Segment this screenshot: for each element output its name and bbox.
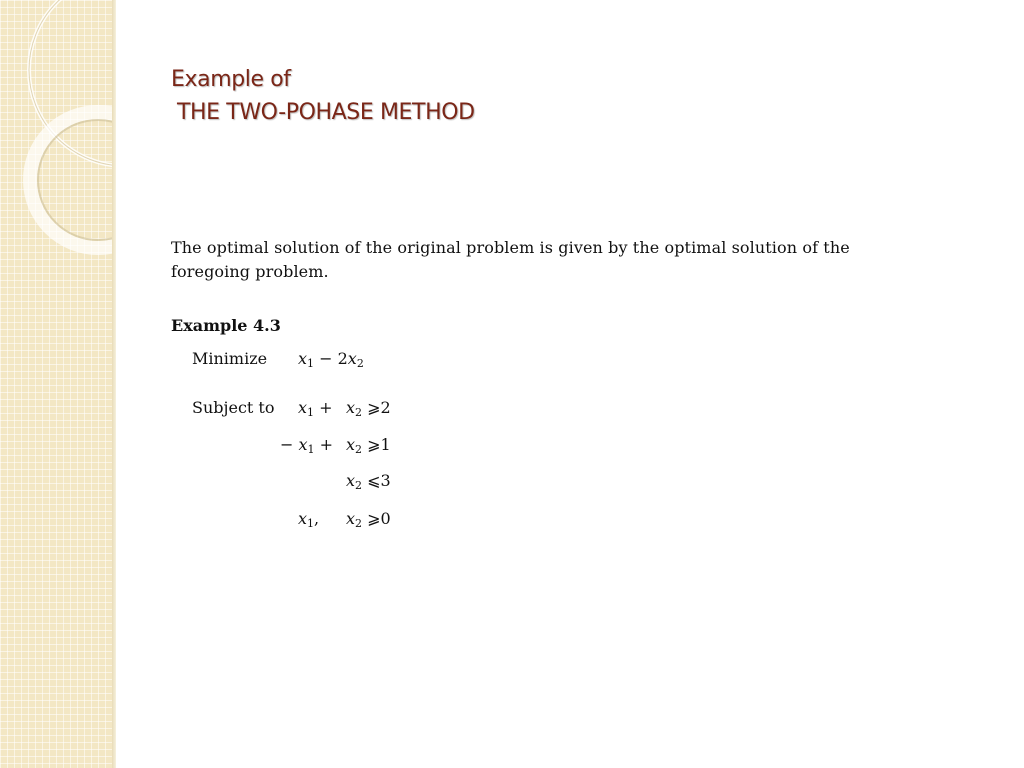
sidebar-edge <box>112 0 116 768</box>
var-x2: x <box>346 509 356 528</box>
objective-expression <box>298 349 364 370</box>
objective-label: Minimize <box>192 349 268 368</box>
var-x2: x <box>346 398 356 417</box>
relation: ⩾0 <box>362 509 391 528</box>
constraint-1-rhs <box>346 398 391 419</box>
sub-2: 2 <box>355 517 363 530</box>
title-line-2: THE TWO-POHASE METHOD <box>177 100 475 125</box>
var-x1: x <box>298 435 308 454</box>
sub-1: 1 <box>307 357 315 370</box>
relation: ⩾2 <box>362 398 391 417</box>
decorative-rings <box>0 0 112 768</box>
var-x2: x <box>346 471 356 490</box>
example-heading: Example 4.3 <box>171 316 281 335</box>
slide-title <box>171 63 475 129</box>
var-x2: x <box>347 349 357 368</box>
operator: − 2 <box>314 349 348 368</box>
var-x2: x <box>346 435 356 454</box>
sub-2: 2 <box>356 357 364 370</box>
plus: + <box>314 398 333 417</box>
sub-2: 2 <box>355 406 363 419</box>
constraint-2-lhs <box>280 435 333 456</box>
var-x1: x <box>298 349 308 368</box>
relation: ⩾1 <box>362 435 391 454</box>
sub-2: 2 <box>355 443 363 456</box>
body-paragraph: The optimal solution of the original problem is given by the optimal solution of the foregoing problem. <box>171 238 850 281</box>
sub-1: 1 <box>307 406 315 419</box>
sub-2: 2 <box>355 479 363 492</box>
prefix: − <box>280 435 299 454</box>
relation: ⩽3 <box>362 471 391 490</box>
constraint-3-rhs <box>346 471 391 492</box>
sub-1: 1 <box>307 443 315 456</box>
constraint-1-lhs <box>298 398 333 419</box>
comma: , <box>314 509 320 528</box>
constraint-4-rhs <box>346 509 391 530</box>
var-x1: x <box>298 509 308 528</box>
title-line-1: Example of <box>171 67 291 92</box>
constraint-2-rhs <box>346 435 391 456</box>
constraint-4-lhs <box>298 509 319 530</box>
constraints-label: Subject to <box>192 398 275 417</box>
sub-1: 1 <box>307 517 315 530</box>
var-x1: x <box>298 398 308 417</box>
decorative-sidebar <box>0 0 112 768</box>
plus: + <box>314 435 334 454</box>
